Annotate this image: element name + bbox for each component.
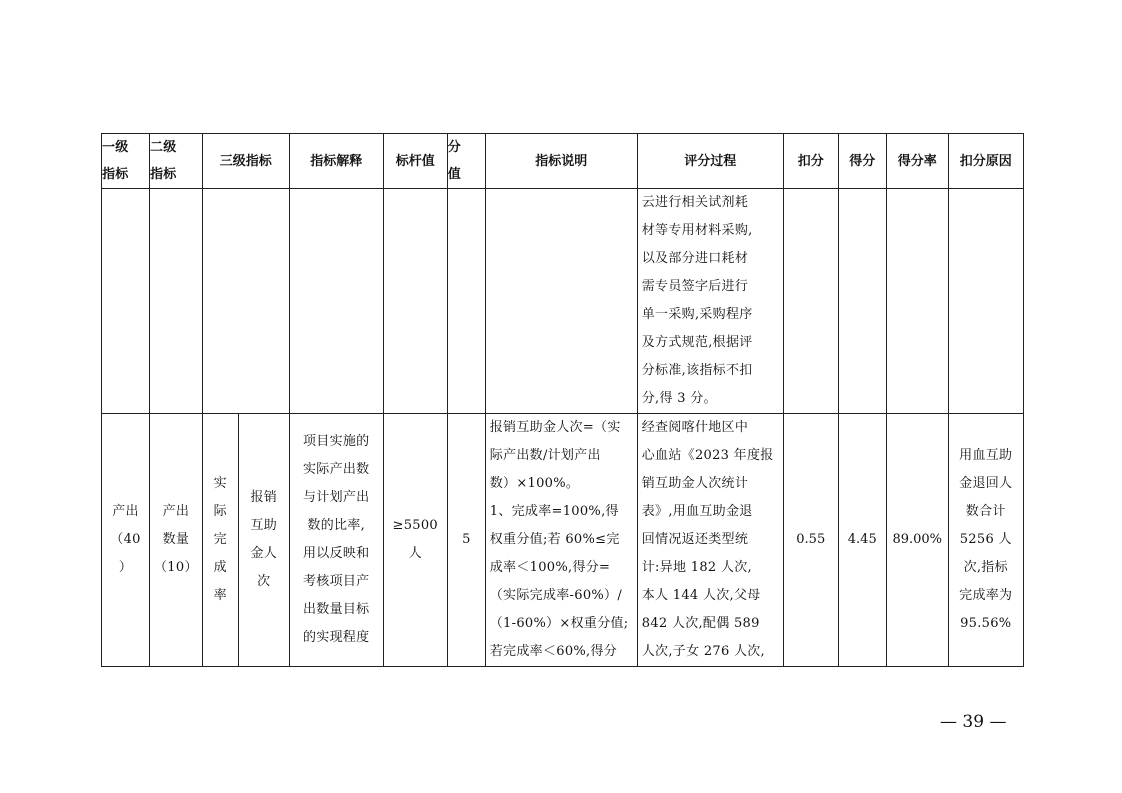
text-line: 权重分值;若 60%≤完 — [489, 532, 620, 547]
text-line: 报销互助金人次=（实 — [489, 420, 621, 435]
cell-level3a — [202, 414, 238, 667]
text-line: 完成率为 — [959, 588, 1013, 603]
text-line: 分,得 3 分。 — [641, 391, 717, 406]
evaluation-table — [101, 133, 1024, 667]
level2-lines — [150, 498, 202, 582]
text-line: （实际完成率-60%）/ — [489, 588, 623, 603]
header-level2-line2: 指标 — [150, 167, 177, 182]
text-line: 人次,子女 276 人次, — [641, 644, 765, 659]
text-line: 数的比率, — [307, 518, 366, 533]
text-line: 次,指标 — [963, 560, 1008, 575]
cell-rate: 89.00% — [886, 414, 948, 667]
header-level1-line1: 一级 — [102, 140, 129, 155]
text-line: （10） — [154, 560, 198, 575]
text-line: 用以反映和 — [302, 546, 370, 561]
header-weight-line2: 值 — [447, 167, 462, 182]
text-line: 产出 — [162, 504, 190, 519]
cell-reason — [948, 414, 1023, 667]
text-line: 回情况返还类型统 — [641, 532, 749, 547]
text-line: 互助 — [250, 518, 278, 533]
header-level3: 三级指标 — [202, 134, 289, 189]
page-number: — 39 — — [940, 712, 1007, 732]
text-line: 成率＜100%,得分= — [489, 560, 611, 575]
text-line: 分标准,该指标不扣 — [641, 363, 753, 378]
header-level1 — [102, 134, 150, 189]
text-line: 实际产出数 — [302, 462, 370, 477]
cell-process — [637, 414, 783, 667]
text-line: 际产出数/计划产出 — [489, 448, 601, 463]
header-row — [102, 134, 1024, 189]
cell-empty — [102, 189, 150, 414]
cell-level2 — [150, 414, 203, 667]
cell-weight: 5 — [447, 414, 485, 667]
text-line: ） — [118, 560, 133, 575]
process-lines — [638, 189, 783, 413]
cell-empty — [150, 189, 203, 414]
reason-lines — [949, 442, 1023, 638]
text-line: 经查阅喀什地区中 — [641, 420, 749, 435]
text-line: 及方式规范,根据评 — [641, 335, 753, 350]
header-deduct: 扣分 — [783, 134, 838, 189]
text-line: 完 — [213, 532, 227, 547]
header-weight — [447, 134, 485, 189]
header-process: 评分过程 — [637, 134, 783, 189]
cell-empty — [838, 189, 886, 414]
text-line: 5256 人 — [959, 532, 1012, 547]
text-line: （1-60%）×权重分值; — [489, 616, 629, 631]
text-line: 考核项目产 — [302, 574, 370, 589]
header-rate: 得分率 — [886, 134, 948, 189]
text-line: （40 — [110, 532, 141, 547]
cell-empty — [383, 189, 447, 414]
cell-process-continued — [637, 189, 783, 414]
text-line: 实 — [213, 476, 227, 491]
header-level1-line2: 指标 — [102, 167, 129, 182]
cell-empty — [783, 189, 838, 414]
text-line: 与计划产出 — [302, 490, 370, 505]
cell-explain — [289, 414, 383, 667]
header-explain: 指标解释 — [289, 134, 383, 189]
text-line: 表》,用血互助金退 — [641, 504, 753, 519]
cell-score: 4.45 — [838, 414, 886, 667]
cell-description — [485, 414, 637, 667]
cell-deduct: 0.55 — [783, 414, 838, 667]
cell-empty — [202, 189, 289, 414]
text-line: 心血站《2023 年度报 — [641, 448, 774, 463]
table-row-output-quantity — [102, 414, 1024, 667]
text-line: 产出 — [112, 504, 139, 519]
text-line: 单一采购,采购程序 — [641, 307, 753, 322]
text-line: 销互助金人次统计 — [641, 476, 749, 491]
text-line: 金退回人 — [959, 476, 1013, 491]
text-line: 若完成率＜60%,得分 — [489, 644, 618, 659]
cell-empty — [485, 189, 637, 414]
cell-empty — [289, 189, 383, 414]
cell-benchmark — [383, 414, 447, 667]
text-line: 云进行相关试剂耗 — [641, 195, 749, 210]
text-line: 数）×100%。 — [489, 476, 580, 491]
text-line: 95.56% — [960, 616, 1012, 631]
description-lines — [486, 414, 637, 666]
explain-lines — [290, 428, 383, 652]
table-row-continuation — [102, 189, 1024, 414]
text-line: 材等专用材料采购, — [641, 223, 753, 238]
text-line: 需专员签字后进行 — [641, 279, 749, 294]
text-line: 本人 144 人次,父母 — [641, 588, 761, 603]
text-line: 率 — [213, 588, 227, 603]
text-line: 出数量目标 — [302, 602, 370, 617]
text-line: 用血互助 — [959, 448, 1013, 463]
text-line: 成 — [213, 560, 227, 575]
text-line: 数合计 — [965, 504, 1006, 519]
level3a-lines — [203, 470, 238, 610]
text-line: 以及部分进口耗材 — [641, 251, 749, 266]
header-benchmark: 标杆值 — [383, 134, 447, 189]
cell-level3b — [238, 414, 289, 667]
text-line: 的实现程度 — [302, 630, 370, 645]
text-line: 数量 — [162, 532, 190, 547]
header-description: 指标说明 — [485, 134, 637, 189]
header-level2 — [150, 134, 203, 189]
text-line: 次 — [257, 574, 271, 589]
text-line: 项目实施的 — [302, 434, 370, 449]
benchmark-lines — [384, 512, 447, 568]
text-line: 1、完成率=100%,得 — [489, 504, 619, 519]
cell-empty — [948, 189, 1023, 414]
level3b-lines — [239, 484, 289, 596]
text-line: 金人 — [250, 546, 278, 561]
text-line: 人 — [408, 546, 422, 561]
level1-lines — [102, 498, 149, 582]
header-weight-line1: 分 — [447, 140, 462, 155]
cell-level1 — [102, 414, 150, 667]
text-line: 报销 — [250, 490, 278, 505]
text-line: 计:异地 182 人次, — [641, 560, 752, 575]
text-line: ≥5500 — [392, 518, 438, 533]
header-reason: 扣分原因 — [948, 134, 1023, 189]
process-lines — [638, 414, 783, 666]
header-score: 得分 — [838, 134, 886, 189]
header-level2-line1: 二级 — [150, 140, 177, 155]
cell-empty — [447, 189, 485, 414]
text-line: 际 — [213, 504, 227, 519]
cell-empty — [886, 189, 948, 414]
text-line: 842 人次,配偶 589 — [641, 616, 760, 631]
